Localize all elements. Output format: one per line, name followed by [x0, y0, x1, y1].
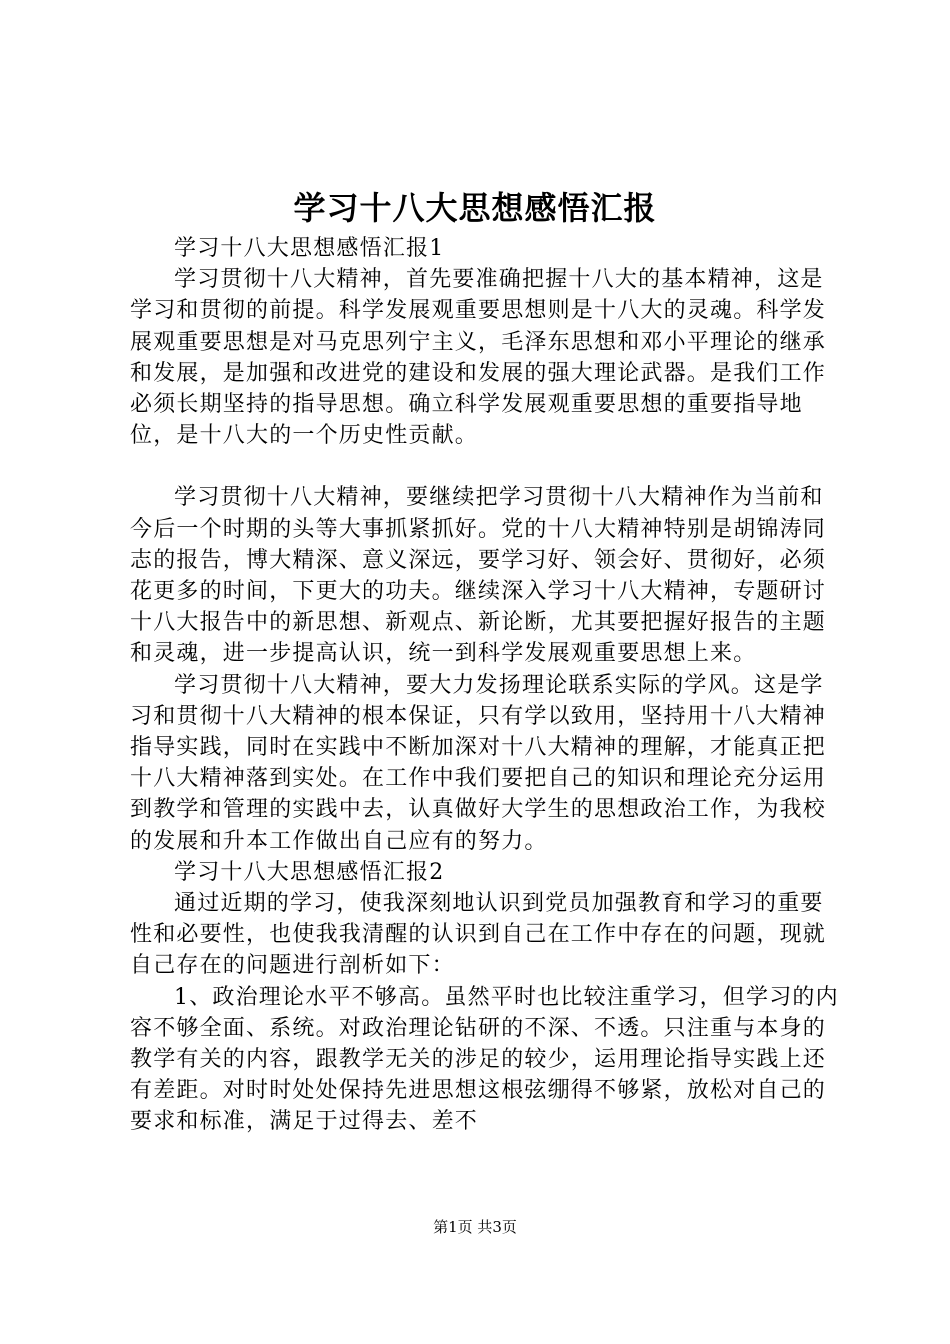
document-title: 学习十八大思想感悟汇报: [293, 189, 657, 227]
paragraph: 1、政治理论水平不够高。虽然平时也比较注重学习，但学习的内容不够全面、系统。对政治理论钻研的不深、不透。只注重与本身的教学有关的内容，跟教学无关的涉足的较少，运用理论指导实践上还有差距。对时时处处保持先进思想这根弦绷得不够紧，放松对自己的要求和标准，满足于过得去、差不: [130, 984, 839, 1135]
paragraph: 学习贯彻十八大精神，要继续把学习贯彻十八大精神作为当前和今后一个时期的头等大事抓紧抓好。党的十八大精神特别是胡锦涛同志的报告，博大精深、意义深远，要学习好、领会好、贯彻好，必须花更多的时间，下更大的功夫。继续深入学习十八大精神，专题研讨十八大报告中的新思想、新观点、新论断，尤其要把握好报告的主题和灵魂，进一步提高认识，统一到科学发展观重要思想上来。: [130, 485, 827, 667]
document-body: [130, 233, 840, 1138]
page-footer: 第1页 共3页: [433, 1218, 517, 1236]
section-heading-1: 学习十八大思想感悟汇报1: [174, 236, 445, 261]
paragraph: 学习贯彻十八大精神，首先要准确把握十八大的基本精神，这是学习和贯彻的前提。科学发展观重要思想则是十八大的灵魂。科学发展观重要思想是对马克思列宁主义，毛泽东思想和邓小平理论的继承和发展，是加强和改进党的建设和发展的强大理论武器。是我们工作必须长期坚持的指导思想。确立科学发展观重要思想的重要指导地位，是十八大的一个历史性贡献。: [130, 267, 827, 449]
section-heading-2: 学习十八大思想感悟汇报2: [174, 859, 445, 885]
paragraph: 通过近期的学习，使我深刻地认识到党员加强教育和学习的重要性和必要性，也使我我清醒的认识到自己在工作中存在的问题，现就自己存在的问题进行剖析如下：: [130, 891, 827, 979]
paragraph: 学习贯彻十八大精神，要大力发扬理论联系实际的学风。这是学习和贯彻十八大精神的根本保证，只有学以致用，坚持用十八大精神指导实践，同时在实践中不断加深对十八大精神的理解，才能真正把十八大精神落到实处。在工作中我们要把自己的知识和理论充分运用到教学和管理的实践中去，认真做好大学生的思想政治工作，为我校的发展和升本工作做出自己应有的努力。: [130, 672, 827, 854]
